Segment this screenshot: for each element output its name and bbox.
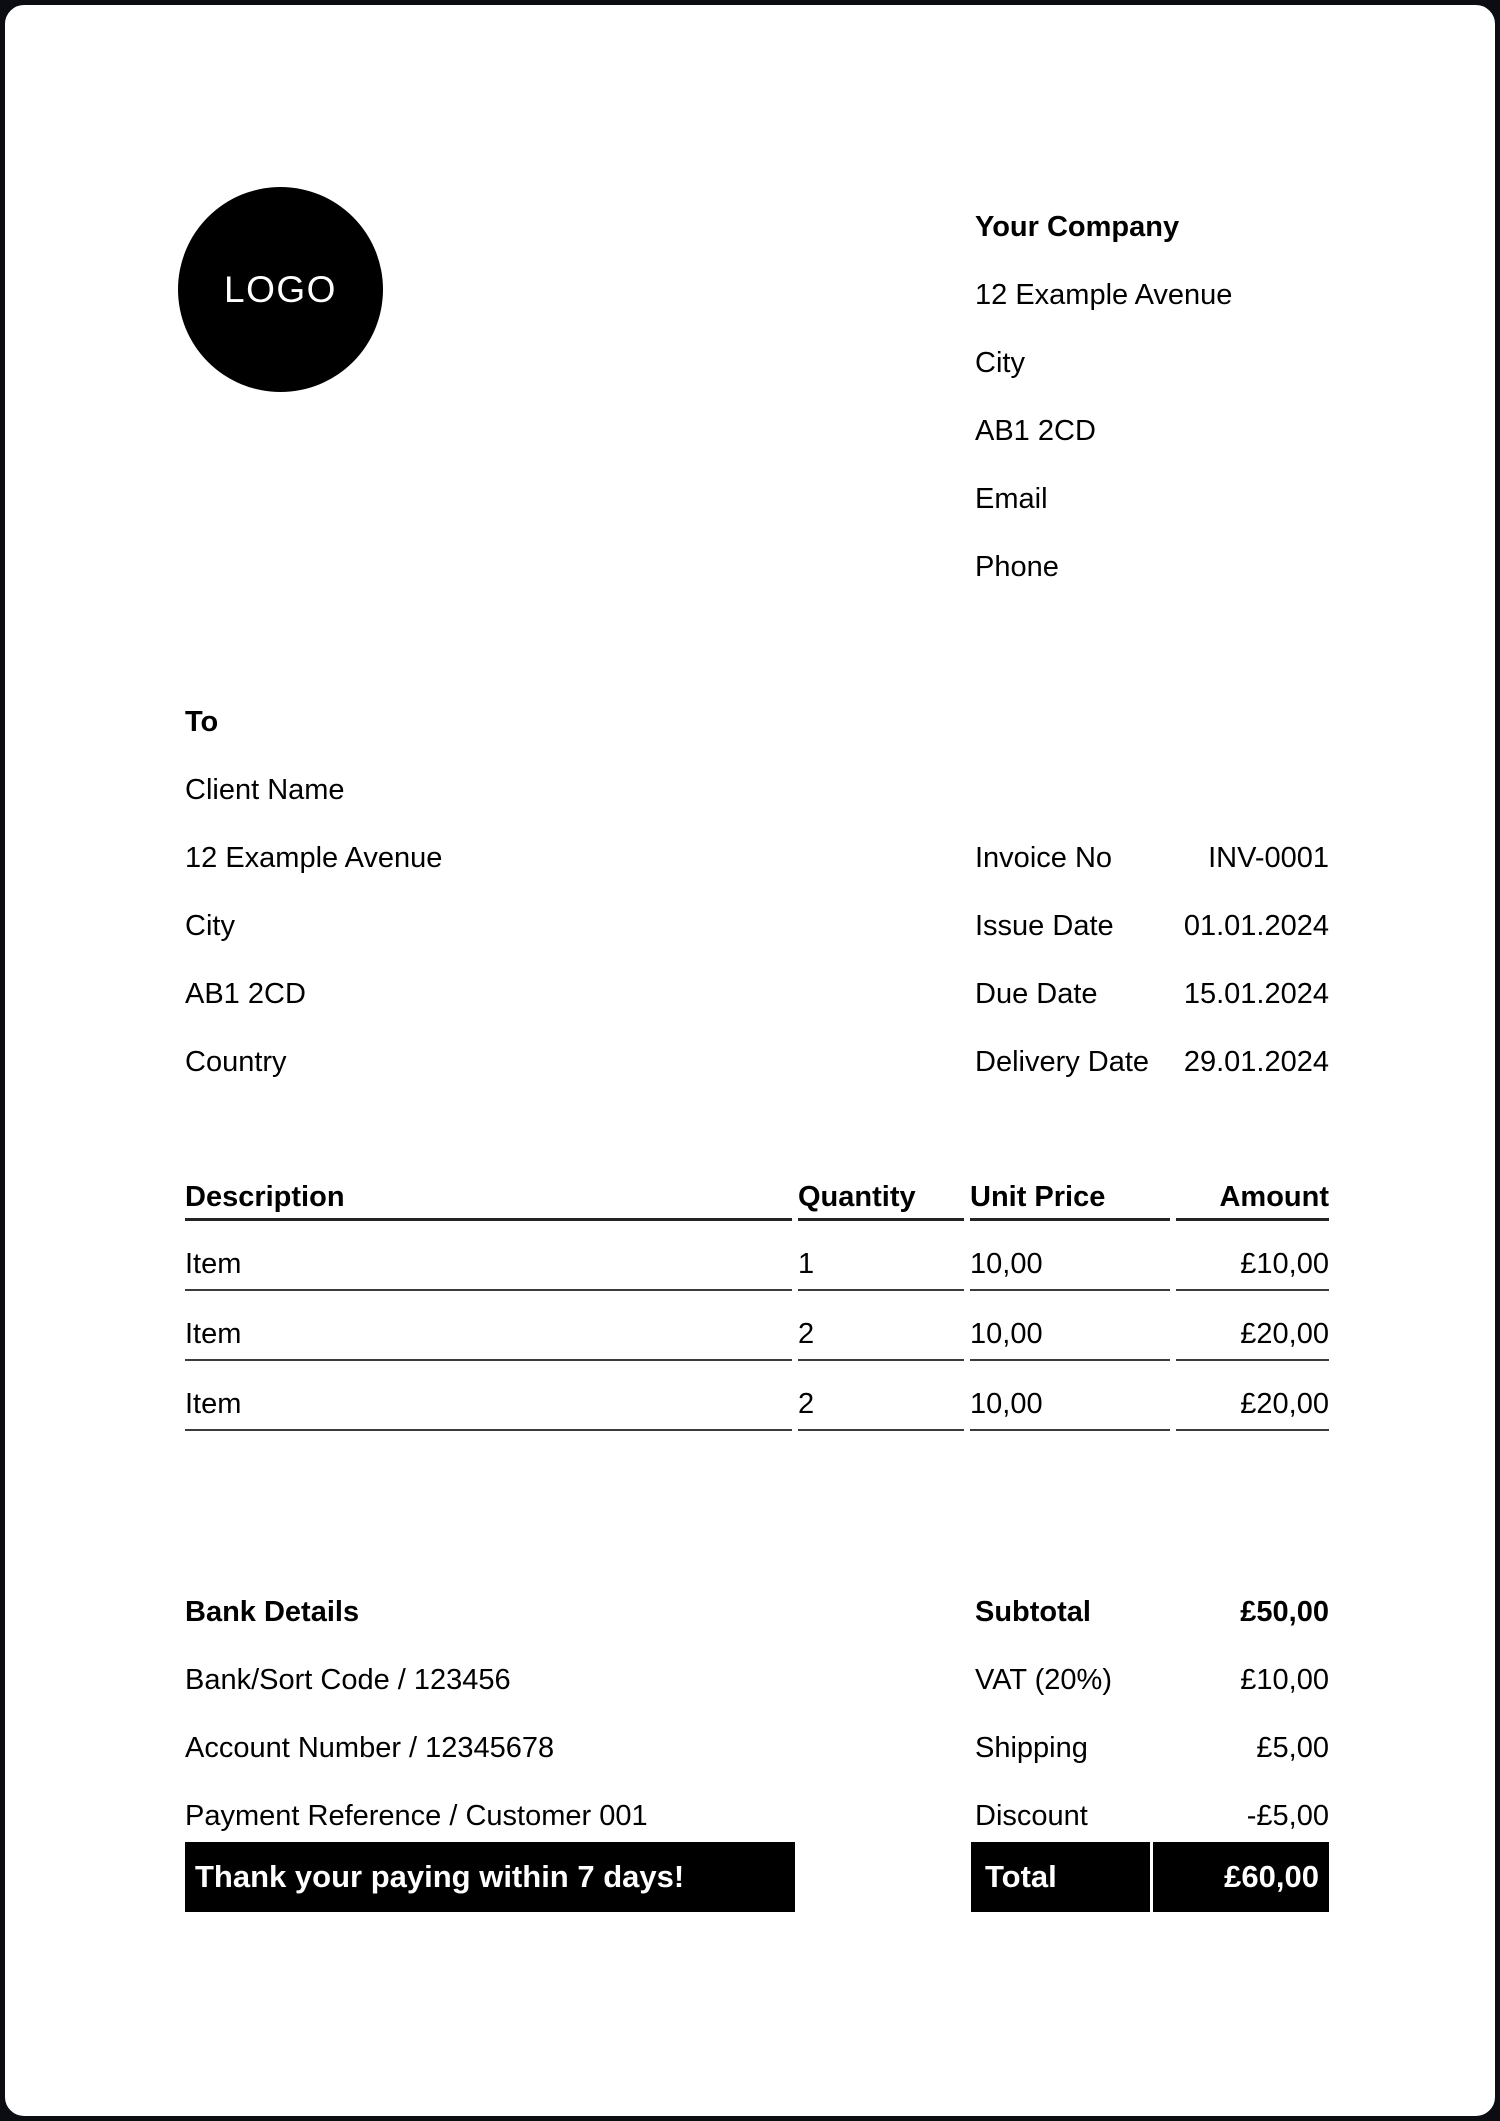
bill-to-line: 12 Example Avenue	[185, 842, 443, 874]
item-unit-price: 10,00	[970, 1291, 1170, 1361]
items-header-col-amount: Amount	[1176, 1180, 1329, 1221]
invoice-meta-row-value: 01.01.2024	[1183, 910, 1329, 942]
invoice-meta-row-value: INV-0001	[1208, 842, 1329, 874]
bank-details-block	[185, 1595, 805, 1867]
company-address-line: City	[975, 347, 1025, 379]
totals-row-value: -£5,00	[1246, 1800, 1329, 1832]
invoice-meta-row-label: Invoice No	[975, 842, 1113, 874]
totals-row-label: VAT (20%)	[975, 1664, 1112, 1696]
payment-note-text: Thank your paying within 7 days!	[195, 1859, 685, 1894]
company-info-block	[975, 210, 1335, 618]
item-amount: £20,00	[1176, 1361, 1329, 1431]
items-table-row	[185, 1291, 1329, 1361]
totals-row	[975, 1663, 1329, 1731]
payment-note-bar	[185, 1842, 795, 1912]
bank-details-lines	[185, 1663, 805, 1867]
item-description: Item	[185, 1291, 792, 1361]
item-amount: £20,00	[1176, 1291, 1329, 1361]
invoice-meta-row-value: 29.01.2024	[1183, 1046, 1329, 1078]
item-quantity: 2	[798, 1361, 964, 1431]
invoice-meta-row	[975, 977, 1329, 1045]
logo-text: LOGO	[224, 268, 337, 310]
bank-details-heading: Bank Details	[185, 1596, 360, 1628]
item-amount: £10,00	[1176, 1221, 1329, 1291]
company-address-line: Email	[975, 483, 1048, 515]
invoice-meta-block	[975, 841, 1329, 1113]
company-address-line: 12 Example Avenue	[975, 279, 1233, 311]
item-quantity: 2	[798, 1291, 964, 1361]
items-header-col-qty: Quantity	[798, 1180, 964, 1221]
totals-row-value: £5,00	[1256, 1732, 1329, 1764]
bank-detail-line: Payment Reference / Customer 001	[185, 1800, 648, 1832]
company-address	[975, 278, 1335, 618]
grand-total-bar	[971, 1842, 1329, 1912]
totals-row	[975, 1731, 1329, 1799]
bill-to-line: Client Name	[185, 774, 345, 806]
bank-detail-line: Account Number / 12345678	[185, 1732, 555, 1764]
item-description: Item	[185, 1361, 792, 1431]
item-unit-price: 10,00	[970, 1221, 1170, 1291]
bill-to-heading: To	[185, 706, 219, 738]
totals-row	[975, 1595, 1329, 1663]
items-table	[185, 1180, 1329, 1431]
invoice-meta-row	[975, 841, 1329, 909]
invoice-meta-row	[975, 909, 1329, 977]
grand-total-label: Total	[985, 1859, 1057, 1894]
bill-to-line: AB1 2CD	[185, 978, 306, 1010]
totals-summary-block	[975, 1595, 1329, 1867]
item-unit-price: 10,00	[970, 1361, 1170, 1431]
item-description: Item	[185, 1221, 792, 1291]
totals-row-label: Discount	[975, 1800, 1088, 1832]
totals-row-value: £50,00	[1240, 1596, 1329, 1628]
bill-to-line: Country	[185, 1046, 287, 1078]
invoice-meta-row-value: 15.01.2024	[1183, 978, 1329, 1010]
company-name: Your Company	[975, 211, 1180, 243]
company-address-line: Phone	[975, 551, 1059, 583]
bill-to-line: City	[185, 910, 235, 942]
bill-to-address	[185, 773, 745, 1113]
totals-row-label: Subtotal	[975, 1596, 1091, 1628]
company-logo	[178, 187, 383, 392]
totals-row-value: £10,00	[1240, 1664, 1329, 1696]
items-table-row	[185, 1361, 1329, 1431]
items-table-body	[185, 1221, 1329, 1431]
bank-detail-line: Bank/Sort Code / 123456	[185, 1664, 511, 1696]
items-header-col-desc: Description	[185, 1180, 792, 1221]
invoice-meta-row	[975, 1045, 1329, 1113]
grand-total-value: £60,00	[1224, 1859, 1319, 1894]
totals-row-label: Shipping	[975, 1732, 1088, 1764]
item-quantity: 1	[798, 1221, 964, 1291]
invoice-meta-row-label: Due Date	[975, 978, 1098, 1010]
bill-to-block	[185, 705, 745, 1113]
items-table-row	[185, 1221, 1329, 1291]
items-header-col-unit: Unit Price	[970, 1180, 1170, 1221]
items-table-header-row	[185, 1180, 1329, 1221]
invoice-meta-row-label: Delivery Date	[975, 1046, 1150, 1078]
invoice-meta-row-label: Issue Date	[975, 910, 1114, 942]
company-address-line: AB1 2CD	[975, 415, 1096, 447]
total-bar-divider	[1150, 1842, 1153, 1912]
